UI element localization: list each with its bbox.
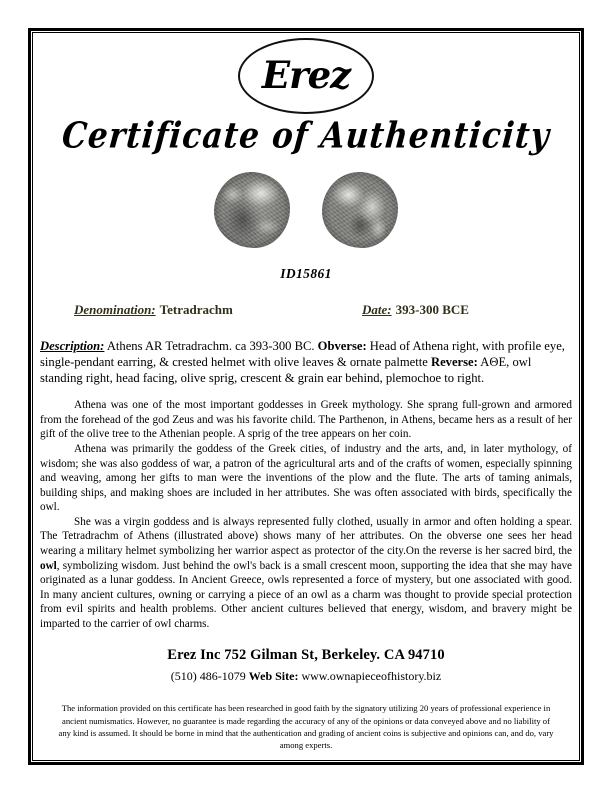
body-paragraph-1: Athena was one of the most important goddesses in Greek mythology. She sprang full-grown and armored from the forehead of the god Zeus and was his favorite child. The Parthenon, in Athens, became hers as a result of her gift of the olive tree to the Athenian people. A sprig of the tree appears on her coin.	[40, 399, 572, 441]
date-value: 393-300 BCE	[395, 302, 469, 317]
body-paragraph-3-part-a: She was a virgin goddess and is always represented fully clothed, usually in armor and often holding a spear. The Tetradrachm of Athens (illustrated above) shows many of her attributes. On the obverse one sees her head wearing a military helmet symbolizing her warrior aspect as protector of the city.On the reverse is her sacred bird, the	[40, 515, 572, 557]
description-intro: Athens AR Tetradrachm. ca 393-300 BC.	[104, 339, 318, 353]
obverse-text: Head of Athena right, with profile eye, single-pendant earring, & crested helmet with olive leaves & ornate palmette	[40, 339, 565, 370]
coin-id: ID15861	[280, 266, 332, 281]
description-label: Description:	[40, 339, 105, 353]
certificate-content	[40, 36, 572, 756]
date-label: Date:	[362, 302, 392, 317]
body-paragraph-3	[40, 515, 572, 632]
website-url[interactable]: www.ownapieceofhistory.biz	[298, 669, 442, 684]
reverse-text: AΘE, owl standing right, head facing, olive sprig, crescent & grain ear behind, plemochoe to right.	[40, 355, 532, 386]
denomination-value: Tetradrachm	[159, 302, 233, 317]
body-paragraph-2: Athena was primarily the goddess of the Greek cities, of industry and the arts, and, in later mythology, of wisdom; she was also goddess of war, a patron of the agricultural arts and of the crafts of women, especially spinning and weaving, among her gifts to man were the inventions of the plow and the flute. The arts of taming animals, building ships, and making shoes are included in her attributes. She was often associated with birds, specifically the owl.	[40, 443, 572, 514]
phone-number: (510) 486-1079	[170, 669, 249, 684]
contact-line	[40, 669, 572, 684]
body-paragraph-3-part-b: , symbolizing wisdom. Just behind the owl's back is a small crescent moon, supporting the idea that she may have originated as a lunar goddess. In Ancient Greece, owls represented a force of mystery, but one associated with good. In many ancient cultures, owning or carrying a piece of an owl as a charm was thought to provide special protection from evil spirits and health problems. Other ancient cultures believed that energy, wisdom, and bravery might be imparted to the carrier of owl charms.	[40, 559, 572, 630]
logo-text: Erez	[261, 52, 351, 97]
coin-reverse-image	[322, 172, 398, 248]
description-block	[40, 338, 572, 386]
body-paragraph-3-bold: owl	[40, 559, 57, 572]
website-label: Web Site:	[248, 669, 299, 684]
denomination-field	[74, 302, 233, 318]
logo-oval-icon	[238, 38, 374, 114]
obverse-label: Obverse:	[317, 339, 367, 353]
company-address: Erez Inc 752 Gilman St, Berkeley. CA 94710	[167, 647, 445, 664]
coin-obverse-image	[214, 172, 290, 248]
footer	[40, 647, 572, 684]
page-title: Certificate of Authenticity	[60, 115, 552, 157]
date-field	[362, 302, 469, 318]
denomination-label: Denomination:	[74, 302, 156, 317]
disclaimer-text: The information provided on this certificate has been researched in good faith by the signatory utilizing 20 years of professional experience in ancient numismatics. However, no guarantee is made regarding the accuracy of any of the opinions or data conveyed above and no liability of any kind is assumed. It should be borne in mind that the authentication and grading of ancient coins is subjective and opinions can, and do, vary among experts.	[58, 703, 554, 750]
denomination-date-row	[40, 302, 572, 320]
logo	[40, 38, 572, 114]
reverse-label: Reverse:	[430, 355, 478, 370]
body-text	[40, 398, 572, 631]
coin-images	[40, 172, 572, 254]
